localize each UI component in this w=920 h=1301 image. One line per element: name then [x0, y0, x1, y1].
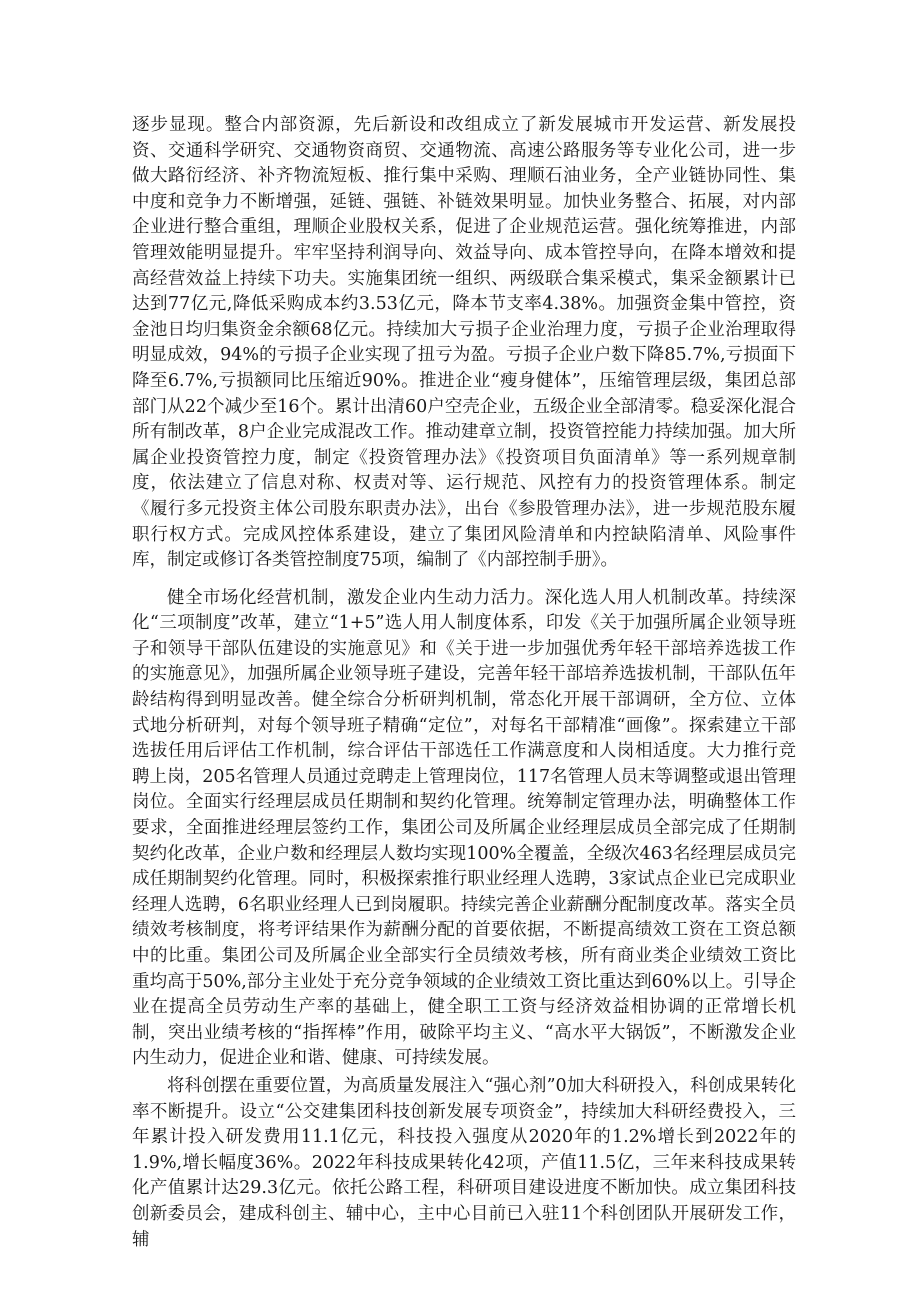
body-text — [132, 113, 796, 1253]
paragraph-1: 逐步显现。整合内部资源，先后新设和改组成立了新发展城市开发运营、新发展投资、交通科学研究、交通物资商贸、交通物流、高速公路服务等专业化公司，进一步做大路衍经济、补齐物流短板、推行集中采购、理顺石油业务，全产业链协同性、集中度和竞争力不断增强，延链、强链、补链效果明显。加快业务整合、拓展，对内部企业进行整合重组，理顺企业股权关系，促进了企业规范运营。强化统筹推进，内部管理效能明显提升。牢牢坚持利润导向、效益导向、成本管控导向，在降本增效和提高经营效益上持续下功夫。实施集团统一组织、两级联合集采模式，集采金额累计已达到77亿元,降低采购成本约3.53亿元，降本节支率4.38%。加强资金集中管控，资金池日均归集资金余额68亿元。持续加大亏损子企业治理力度，亏损子企业治理取得明显成效，94%的亏损子企业实现了扭亏为盈。亏损子企业户数下降85.7%,亏损面下降至6.7%,亏损额同比压缩近90%。推进企业“瘦身健体”，压缩管理层级，集团总部部门从22个减少至16个。累计出清60户空壳企业，五级企业全部清零。稳妥深化混合所有制改革，8户企业完成混改工作。推动建章立制，投资管控能力持续加强。加大所属企业投资管控力度，制定《投资管理办法》《投资项目负面清单》等一系列规章制度，依法建立了信息对称、权责对等、运行规范、风控有力的投资管理体系。制定《履行多元投资主体公司股东职责办法》，出台《参股管理办法》，进一步规范股东履职行权方式。完成风控体系建设，建立了集团风险清单和内控缺陷清单、风险事件库，制定或修订各类管控制度75项，编制了《内部控制手册》。 — [132, 115, 796, 571]
paragraph-2: 健全市场化经营机制，激发企业内生动力活力。深化选人用人机制改革。持续深化“三项制度”改革，建立“1+5”选人用人制度体系，印发《关于加强所属企业领导班子和领导干部队伍建设的实施意见》和《关于进一步加强优秀年轻干部培养选拔工作的实施意见》，加强所属企业领导班子建设，完善年轻干部培养选拔机制，干部队伍年龄结构得到明显改善。健全综合分析研判机制，常态化开展干部调研，全方位、立体式地分析研判，对每个领导班子精确“定位”，对每名干部精准“画像”。探索建立干部选拔任用后评估工作机制，综合评估干部选任工作满意度和人岗相适度。大力推行竞聘上岗，205名管理人员通过竞聘走上管理岗位，117名管理人员末等调整或退出管理岗位。全面实行经理层成员任期制和契约化管理。统筹制定管理办法，明确整体工作要求，全面推进经理层签约工作，集团公司及所属企业经理层成员全部完成了任期制契约化改革，企业户数和经理层人数均实现100%全覆盖，全级次463名经理层成员完成任期制契约化管理。同时，积极探索推行职业经理人选聘，3家试点企业已完成职业经理人选聘，6名职业经理人已到岗履职。持续完善企业薪酬分配制度改革。落实全员绩效考核制度，将考评结果作为薪酬分配的首要依据，不断提高绩效工资在工资总额中的比重。集团公司及所属企业全部实行全员绩效考核，所有商业类企业绩效工资比重均高于50%,部分主业处于充分竞争领域的企业绩效工资比重达到60%以上。引导企业在提高全员劳动生产率的基础上，健全职工工资与经济效益相协调的正常增长机制，突出业绩考核的“指挥棒”作用，破除平均主义、“高水平大锅饭”，不断激发企业内生动力，促进企业和谐、健康、可持续发展。 — [132, 587, 796, 1069]
paragraph-3: 将科创摆在重要位置，为高质量发展注入“强心剂”0加大科研投入，科创成果转化率不断提升。设立“公交建集团科技创新发展专项资金”，持续加大科研经费投入，三年累计投入研发费用11.1亿元，科技投入强度从2020年的1.2%增长到2022年的1.9%,增长幅度36%。2022年科技成果转化42项，产值11.5亿，三年来科技成果转化产值累计达29.3亿元。依托公路工程，科研项目建设进度不断加快。成立集团科技创新委员会，建成科创主、辅中心，主中心目前已入驻11个科创团队开展研发工作，辅 — [132, 1075, 796, 1250]
